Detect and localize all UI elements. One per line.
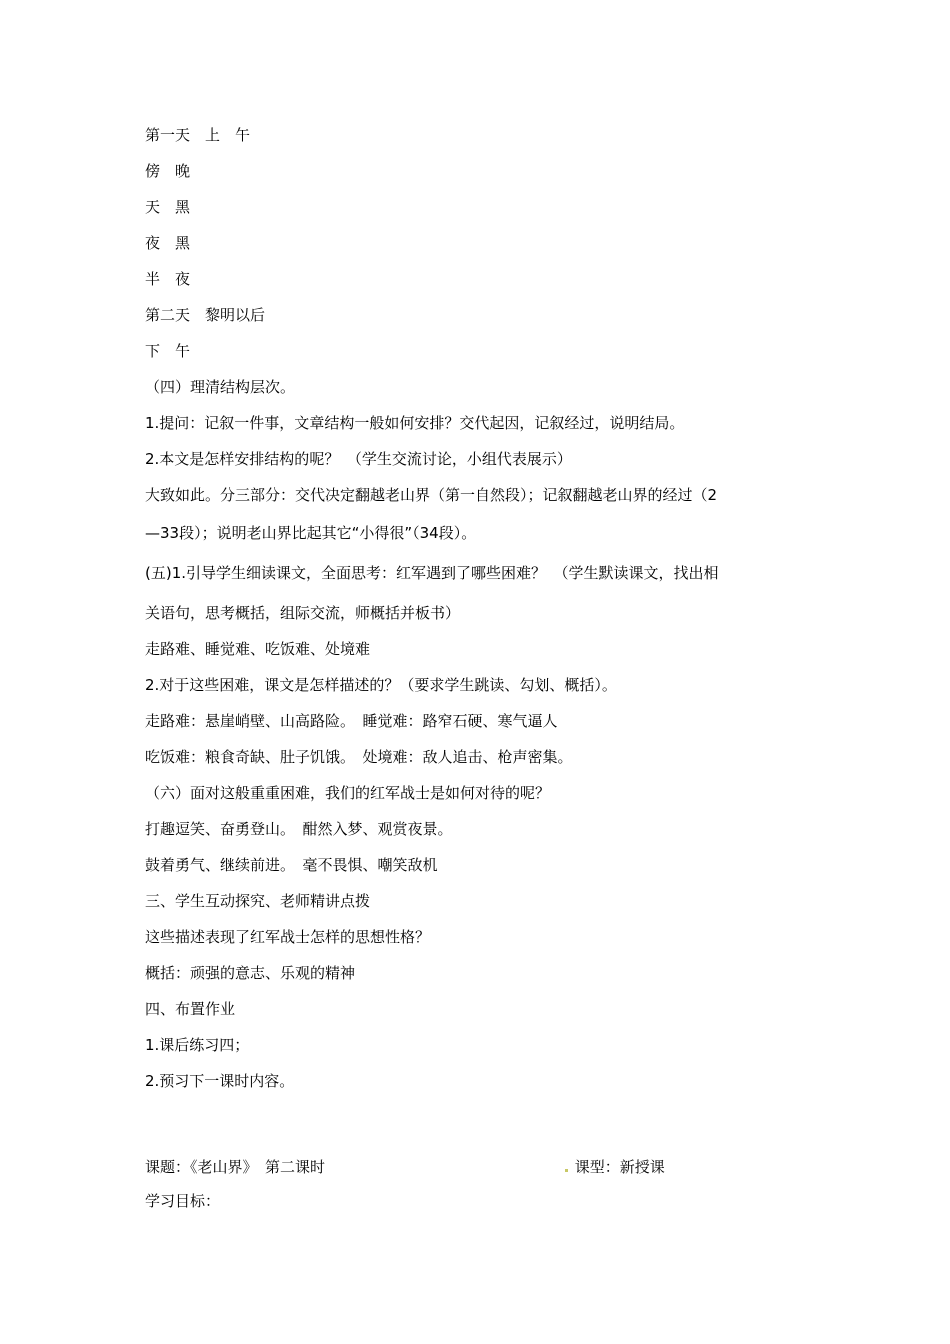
section-heading: （六）面对这般重重困难，我们的红军战士是如何对待的呢？ (145, 784, 551, 802)
lesson-type: 课型：新授课 (574, 1158, 665, 1176)
text-line: 2.对于这些困难，课文是怎样描述的？（要求学生跳读、勾划、概括）。 (145, 676, 617, 694)
text-line: 1.提问：记叙一件事，文章结构一般如何安排？交代起因，记叙经过，说明结局。 (145, 414, 685, 432)
text-line: 天 黑 (145, 198, 191, 216)
section-heading: （四）理清结构层次。 (145, 378, 296, 396)
text-line: 傍 晚 (145, 162, 191, 180)
text-line: 打趣逗笑、奋勇登山。 酣然入梦、观赏夜景。 (145, 820, 453, 838)
text-line: 夜 黑 (145, 234, 191, 252)
text-line: 半 夜 (145, 270, 191, 288)
section-heading: 四、布置作业 (145, 1000, 236, 1018)
text-line: 下 午 (145, 342, 191, 360)
text-line: (五)1.引导学生细读课文，全面思考：红军遇到了哪些困难？ （学生默读课文，找出相 (145, 564, 719, 582)
text-line: 2.预习下一课时内容。 (145, 1072, 295, 1090)
text-line: 1.课后练习四； (145, 1036, 250, 1054)
text-line: 大致如此。分三部分：交代决定翻越老山界（第一自然段）；记叙翻越老山界的经过（2 (145, 486, 718, 504)
text-line: 走路难：悬崖峭壁、山高路险。 睡觉难：路窄石硬、寒气逼人 (145, 712, 558, 730)
lesson-type-wrap (563, 1156, 665, 1178)
learning-goals-label: 学习目标： (145, 1192, 221, 1210)
section-heading: 三、学生互动探究、老师精讲点拨 (145, 892, 371, 910)
text-line: 第二天 黎明以后 (145, 306, 266, 324)
text-line: 概括：顽强的意志、乐观的精神 (145, 964, 356, 982)
text-line: 吃饭难：粮食奇缺、肚子饥饿。 处境难：敌人追击、枪声密集。 (145, 748, 573, 766)
lesson-topic: 课题：《老山界》 第二课时 (145, 1158, 326, 1176)
text-line: 这些描述表现了红军战士怎样的思想性格？ (145, 928, 431, 946)
dot-mark (565, 1169, 568, 1172)
text-line: 关语句，思考概括，组际交流，师概括并板书） (145, 604, 461, 622)
text-line: 2.本文是怎样安排结构的呢？ （学生交流讨论，小组代表展示） (145, 450, 572, 468)
text-line: —33段）；说明老山界比起其它“小得很”（34段）。 (145, 524, 477, 542)
text-line: 鼓着勇气、继续前进。 毫不畏惧、嘲笑敌机 (145, 856, 438, 874)
text-line: 第一天 上 午 (145, 126, 251, 144)
text-line: 走路难、睡觉难、吃饭难、处境难 (145, 640, 371, 658)
